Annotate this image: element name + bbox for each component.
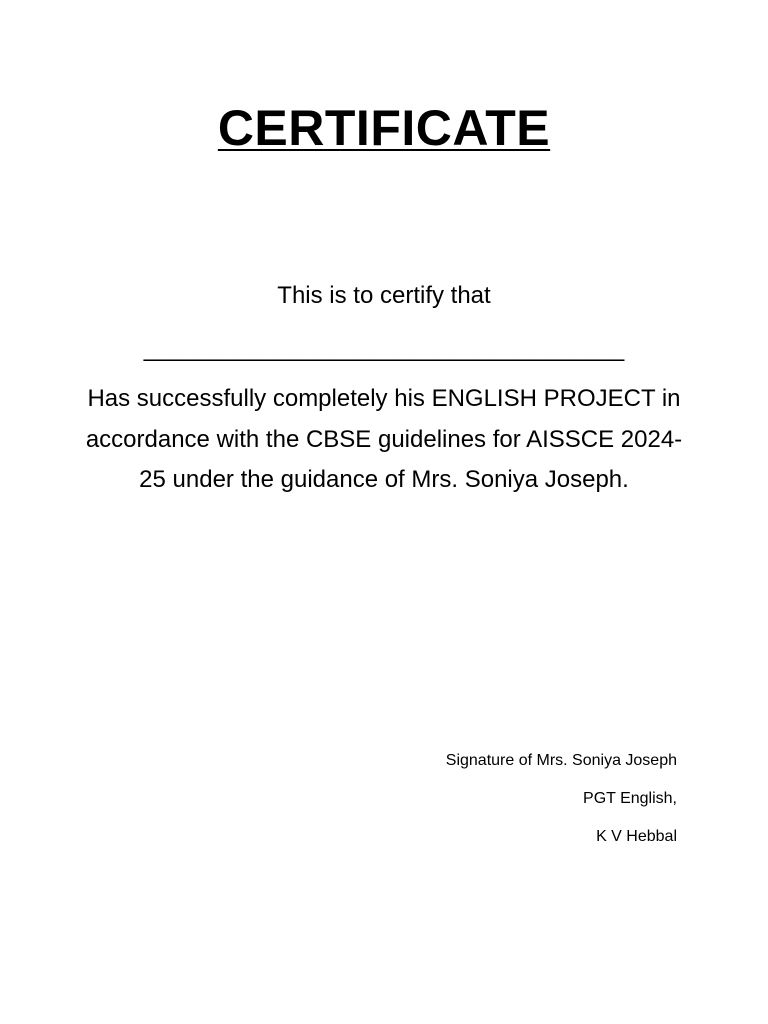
signature-block [297, 742, 677, 856]
certify-intro: This is to certify that [277, 282, 491, 309]
signature-school: K V Hebbal [596, 828, 677, 845]
certificate-statement: Has successfully completely his ENGLISH PROJECT in accordance with the CBSE guidelines for AISSCE 2024-25 under the guidance of Mrs. Soniya Joseph. [85, 385, 683, 493]
signature-name: Signature of Mrs. Soniya Joseph [445, 752, 677, 769]
name-blank-line: ____________________________________ [143, 335, 625, 362]
signature-designation: PGT English, [583, 790, 677, 807]
certificate-title: CERTIFICATE [217, 100, 551, 156]
certificate-title-block [0, 98, 768, 158]
